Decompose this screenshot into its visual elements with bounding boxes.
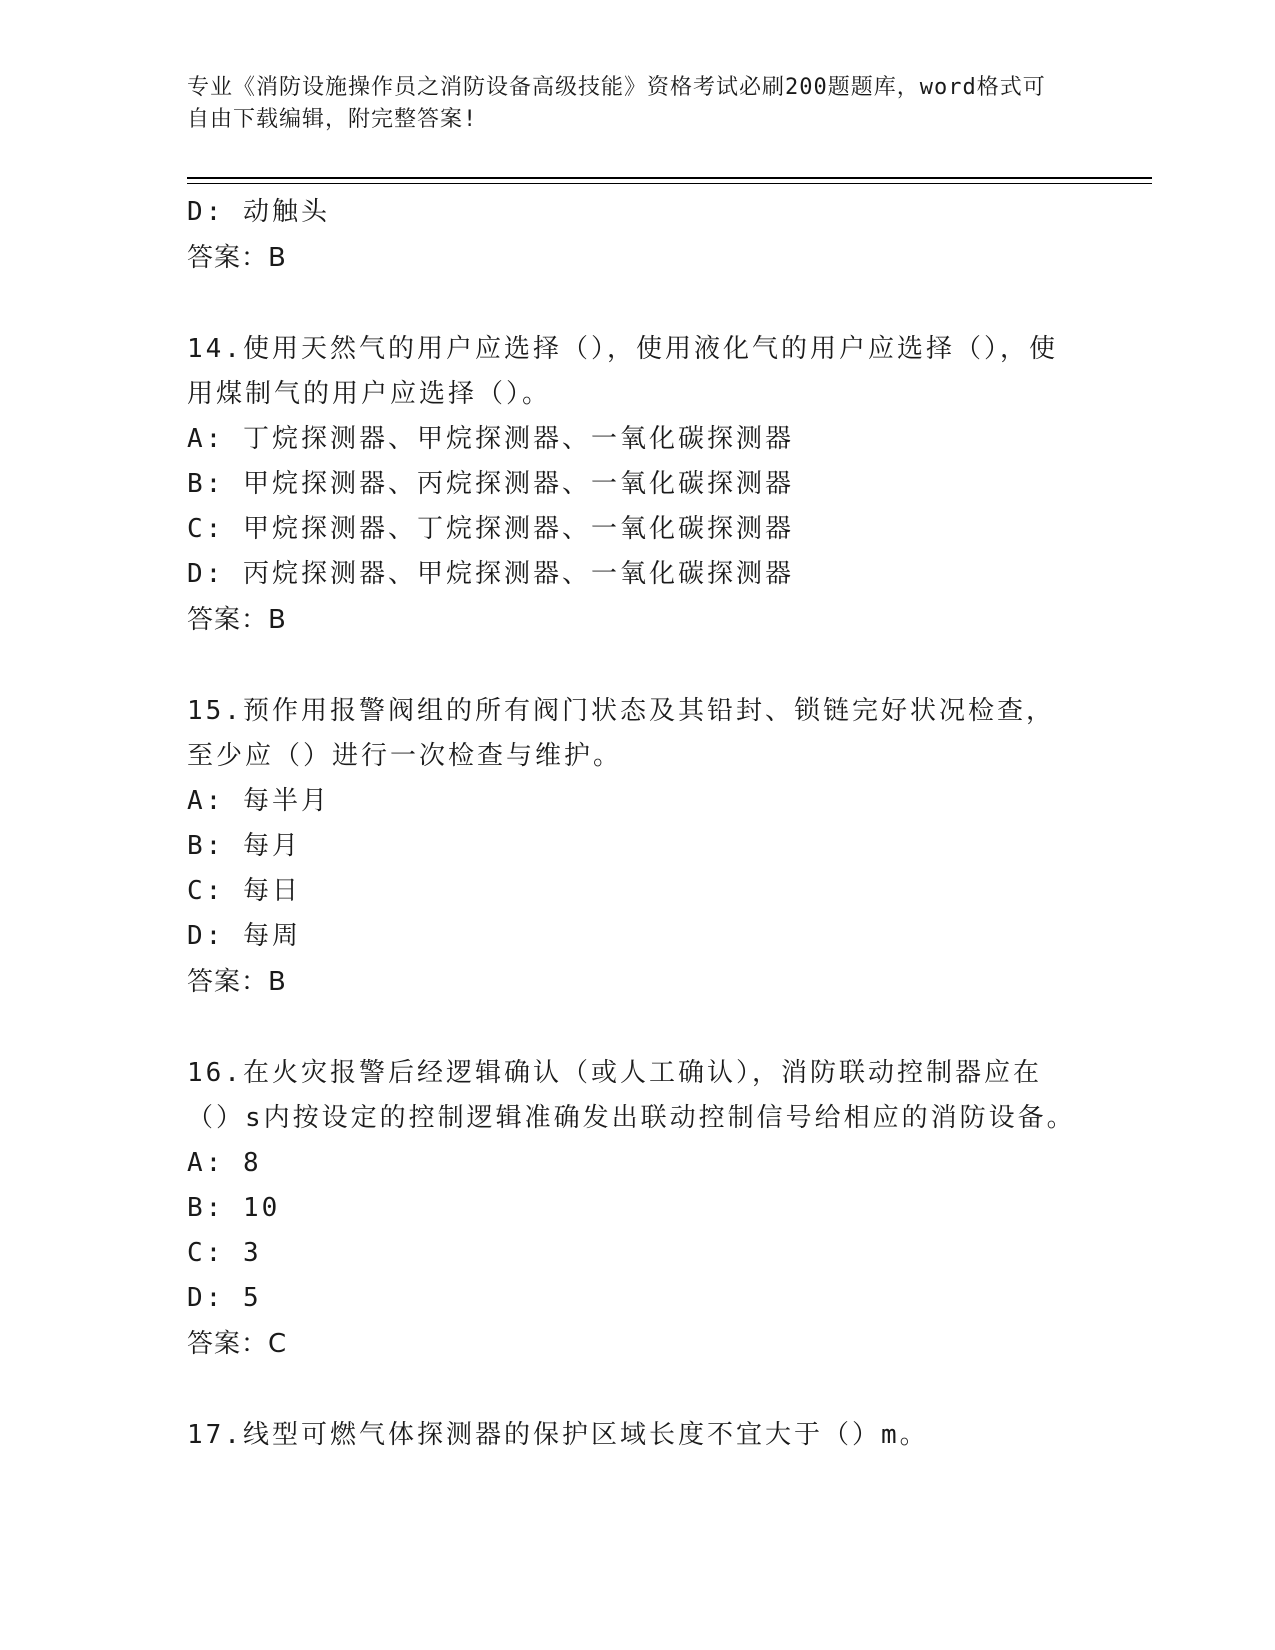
question-14-option-b: B: 甲烷探测器、丙烷探测器、一氧化碳探测器 <box>187 469 794 499</box>
question-17-text: 17.线型可燃气体探测器的保护区域长度不宜大于（）m。 <box>187 1420 929 1450</box>
prev-option-d: D: 动触头 <box>187 197 330 227</box>
question-16-option-a: A: 8 <box>187 1148 262 1178</box>
spacer <box>187 644 1087 689</box>
question-14-option-a: A: 丁烷探测器、甲烷探测器、一氧化碳探测器 <box>187 424 794 454</box>
question-14-text: 14.使用天然气的用户应选择（），使用液化气的用户应选择（），使用煤制气的用户应选择（）。 <box>187 334 1058 409</box>
question-15-option-a: A: 每半月 <box>187 786 330 816</box>
document-header: 专业《消防设施操作员之消防设备高级技能》资格考试必刷200题题库，word格式可自由下载编辑，附完整答案! <box>187 75 1046 132</box>
header-divider-thin <box>187 183 1152 184</box>
spacer <box>187 282 1087 327</box>
question-16-answer: 答案：C <box>187 1329 288 1359</box>
question-15-text: 15.预作用报警阀组的所有阀门状态及其铅封、锁链完好状况检查，至少应（）进行一次检查与维护。 <box>187 696 1055 771</box>
question-content <box>187 190 1087 1458</box>
question-14-answer: 答案：B <box>187 605 287 635</box>
header-divider-thick <box>187 177 1152 179</box>
prev-answer: 答案：B <box>187 243 287 273</box>
spacer <box>187 1006 1087 1051</box>
question-16-text: 16.在火灾报警后经逻辑确认（或人工确认），消防联动控制器应在（）s内按设定的控制逻辑准确发出联动控制信号给相应的消防设备。 <box>187 1058 1076 1133</box>
spacer <box>187 1368 1087 1413</box>
question-16-option-c: C: 3 <box>187 1238 262 1268</box>
question-16-option-d: D: 5 <box>187 1283 262 1313</box>
question-15-answer: 答案：B <box>187 967 287 997</box>
question-15-option-d: D: 每周 <box>187 921 301 951</box>
question-15-option-b: B: 每月 <box>187 831 301 861</box>
question-14-option-c: C: 甲烷探测器、丁烷探测器、一氧化碳探测器 <box>187 514 794 544</box>
question-14-option-d: D: 丙烷探测器、甲烷探测器、一氧化碳探测器 <box>187 559 794 589</box>
question-15-option-c: C: 每日 <box>187 876 301 906</box>
question-16-option-b: B: 10 <box>187 1193 281 1223</box>
